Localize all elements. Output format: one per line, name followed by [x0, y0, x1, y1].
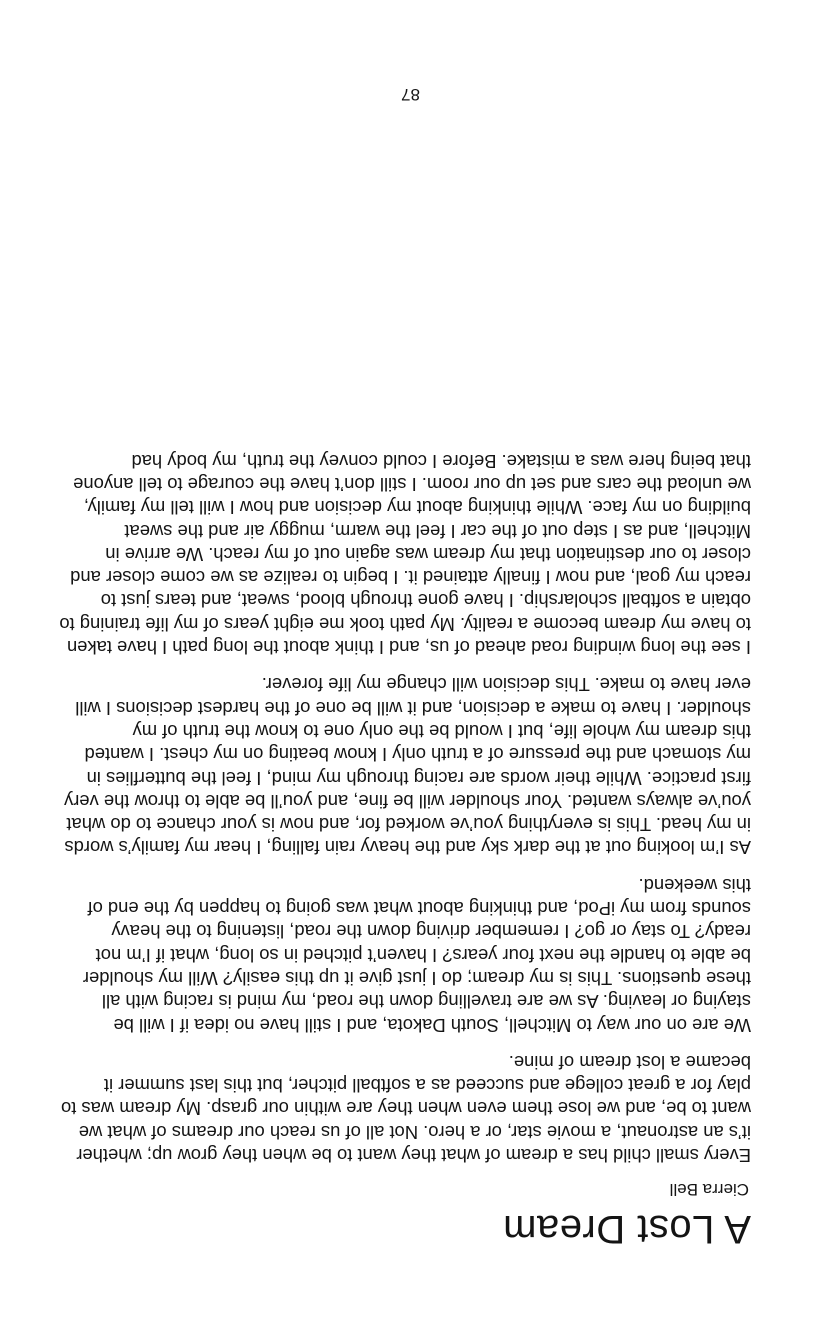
essay-title: A Lost Dream: [502, 1207, 751, 1251]
paragraph: I see the long winding road ahead of us, and I think about the long path I have taken to have my dream become a reality. My path took me eight years of my life training to obtain a softball scholarship. I have gone through blood, sweat, and tears just to reach my goal, and now I finally attained it. I begin to realize as we come closer and closer to our destination that my dream was again out of my reach. We arrive in Mitchell, and as I step out of the car I feel the warm, muggy air and the sweat building on my face. While thinking about my decision and how I will tell my family, we unload the cars and set up our room. I still don’t have the courage to tell anyone that being here was a mistake. Before I could convey the truth, my body had: [59, 450, 751, 659]
paragraph: As I’m looking out at the dark sky and the heavy rain falling, I hear my family’s words in my head. This is everything you’ve worked for, and now is your chance to do what you’ve always wanted. Your shoulder will be fine, and you’ll be able to throw the very first practice. While their words are racing through my mind, I feel the butterflies in my stomach and the pressure of a truth only I know beating on my chest. I wanted this dream my whole life, but I would be the only one to know the truth of my shoulder. I have to make a decision, and it will be one of the hardest decisions I will ever have to make. This decision will change my life forever.: [64, 674, 751, 859]
paragraph: Every small child has a dream of what they want to be when they grow up; whether it’s an astronaut, a movie star, or a hero. Not all of us reach our dreams of what we want to be, and we lose them even when they are within our grasp. My dream was to play for a great college and succeed as a softball pitcher, but this last summer it became a lost dream of mine.: [60, 1051, 751, 1166]
page-number: 87: [401, 85, 420, 104]
author-name: Cierra Bell: [669, 1180, 749, 1199]
paragraph: We are on our way to Mitchell, South Dakota, and I still have no idea if I will be staying or leaving. As we are travelling down the road, my mind is racing with all these questions. This is my dream; do I just give it up this easily? Will my shoulder be able to handle the next four years? I haven’t pitched in so long, what if I’m not ready? To stay or go? I remember driving down the road, listening to the heavy sounds from my iPod, and thinking about what was going to happen by the end of this weekend.: [82, 874, 751, 1036]
essay-body: [59, 435, 751, 1167]
